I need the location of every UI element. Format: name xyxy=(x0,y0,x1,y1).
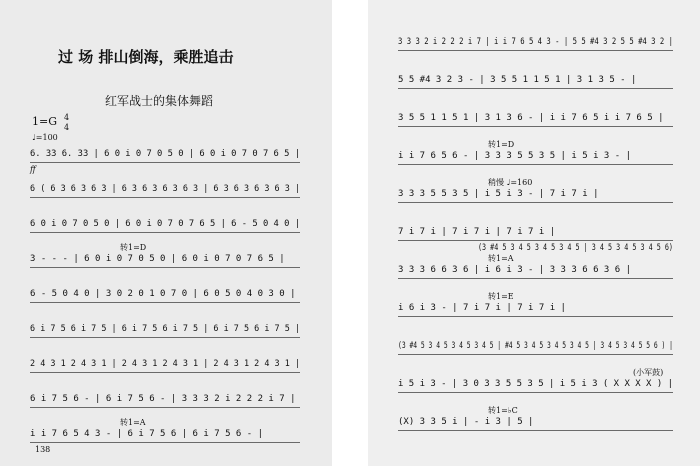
time-signature-top: 4 xyxy=(64,113,70,122)
beam-rule xyxy=(30,232,300,233)
notation-text: 3 - - - | 6 0 i 0 7 0 5 0 | 6 0 i 0 7 0 7 6 5 | xyxy=(30,254,285,264)
beam-rule xyxy=(398,164,673,165)
notation-text: i i 7 6 5 6 - | 3 3 3 5 5 3 5 | i 5 i 3 - | xyxy=(398,151,631,161)
notation-line xyxy=(398,342,700,351)
beam-rule xyxy=(398,354,673,355)
page-subtitle: 红军战士的集体舞蹈 xyxy=(105,94,214,108)
tempo-mark: ♩=100 xyxy=(32,133,58,142)
left-page xyxy=(0,0,332,466)
key-signature: 1=G xyxy=(32,115,58,128)
beam-rule xyxy=(398,88,673,89)
beam-rule xyxy=(398,202,673,203)
notation-line xyxy=(398,190,598,199)
notation-line xyxy=(398,76,636,85)
beam-rule xyxy=(30,162,300,163)
notation-line xyxy=(398,228,555,237)
beam-rule xyxy=(398,278,673,279)
notation-text: 6 i 7 5 6 i 7 5 | 6 i 7 5 6 i 7 5 | 6 i 7 5 6 i 7 5 | xyxy=(30,324,300,334)
notation-text: i 6 i 3 - | 7 i 7 i | 7 i 7 i | xyxy=(398,303,566,313)
notation-line xyxy=(398,114,664,123)
beam-rule xyxy=(30,197,300,198)
notation-line xyxy=(30,220,306,229)
notation-line xyxy=(30,325,317,334)
notation-text: 3 5 5 1 1 5 1 | 3 1 3 6 - | i i 7 6 5 i i 7 6 5 | xyxy=(398,113,664,123)
page-number: 138 xyxy=(35,445,51,454)
key-change-mark: 稍慢 ♩=160 xyxy=(488,178,533,187)
notation-text: 6 ( 6 3 6 3 6 3 | 6 3 6 3 6 3 6 3 | 6 3 6 3 6 3 6 3 | xyxy=(30,184,300,194)
notation-line xyxy=(30,395,296,404)
time-signature-bottom: 4 xyxy=(64,123,70,132)
notation-line xyxy=(398,304,566,313)
book-gutter xyxy=(332,0,368,466)
notation-line xyxy=(398,380,674,389)
notation-line xyxy=(398,38,700,47)
key-change-mark: 转1=D xyxy=(488,140,515,149)
beam-rule xyxy=(30,372,300,373)
notation-text: 6 - 5 0 4 0 | 3 0 2 0 1 0 7 0 | 6 0 5 0 4 0 3 0 | xyxy=(30,289,296,299)
beam-rule xyxy=(398,50,673,51)
key-change-mark: 转1=D xyxy=(120,243,147,252)
beam-rule xyxy=(30,337,300,338)
notation-text: 6. 33 6. 33 | 6 0 i 0 7 0 5 0 | 6 0 i 0 7 0 7 6 5 | xyxy=(30,149,300,159)
notation-text: (X) 3 3 5 i | - i 3 | 5 | xyxy=(398,417,534,427)
right-page xyxy=(368,0,700,466)
notation-line xyxy=(30,430,263,439)
beam-rule xyxy=(398,392,673,393)
notation-line xyxy=(30,290,296,299)
notation-line xyxy=(398,152,631,161)
beam-rule xyxy=(30,442,300,443)
page-title: 过 场 排山倒海，乘胜追击 xyxy=(58,48,234,66)
notation-line xyxy=(398,418,533,427)
notation-text: i 5 i 3 - | 3 0 3 3 5 5 3 5 | i 5 i 3 ( X X X X ) | xyxy=(398,379,673,389)
notation-line xyxy=(30,150,306,159)
beam-rule xyxy=(398,430,673,431)
key-change-mark: 转1=A xyxy=(120,418,146,427)
notation-line xyxy=(30,185,317,194)
beam-rule xyxy=(398,240,673,241)
key-change-mark: (小军鼓) xyxy=(633,368,664,377)
notation-subline: (3 #4 5 3 4 5 3 4 5 3 4 5 | 3 4 5 3 4 5 3 4 5 6) xyxy=(478,243,673,253)
notation-text: 6 i 7 5 6 - | 6 i 7 5 6 - | 3 3 3 2 i 2 2 2 i 7 | xyxy=(30,394,296,404)
beam-rule xyxy=(30,302,300,303)
key-change-mark: 转1=♭C xyxy=(488,406,518,415)
notation-text: 3 3 3 2 i 2 2 2 i 7 | i i 7 6 5 4 3 - | 5 5 #4 3 2 5 5 #4 3 2 | xyxy=(398,37,673,47)
notation-text: 6 0 i 0 7 0 5 0 | 6 0 i 0 7 0 7 6 5 | 6 - 5 0 4 0 | xyxy=(30,219,300,229)
notation-line xyxy=(30,255,285,264)
beam-rule xyxy=(30,407,300,408)
notation-text: 3 3 3 5 5 3 5 | i 5 i 3 - | 7 i 7 i | xyxy=(398,189,599,199)
notation-text: 7 i 7 i | 7 i 7 i | 7 i 7 i | xyxy=(398,227,556,237)
notation-line xyxy=(398,266,631,275)
beam-rule xyxy=(398,316,673,317)
key-change-mark: 转1=A xyxy=(488,254,514,263)
dynamic-mark: ff xyxy=(30,165,36,174)
notation-text: (3 #4 5 3 4 5 3 4 5 3 4 5 | #4 5 3 4 5 3 4 5 3 4 5 | 3 4 5 3 4 5 5 6 ) | xyxy=(398,341,673,351)
beam-rule xyxy=(30,267,300,268)
key-change-mark: 转1=E xyxy=(488,292,514,301)
notation-text: i i 7 6 5 4 3 - | 6 i 7 5 6 | 6 i 7 5 6 - | xyxy=(30,429,263,439)
notation-text: 2 4 3 1 2 4 3 1 | 2 4 3 1 2 4 3 1 | 2 4 3 1 2 4 3 1 | xyxy=(30,359,300,369)
beam-rule xyxy=(398,126,673,127)
notation-text: 3 3 3 6 6 3 6 | i 6 i 3 - | 3 3 3 6 6 3 6 | xyxy=(398,265,631,275)
notation-line xyxy=(30,360,317,369)
notation-text: 5 5 #4 3 2 3 - | 3 5 5 1 1 5 1 | 3 1 3 5 - | xyxy=(398,75,637,85)
